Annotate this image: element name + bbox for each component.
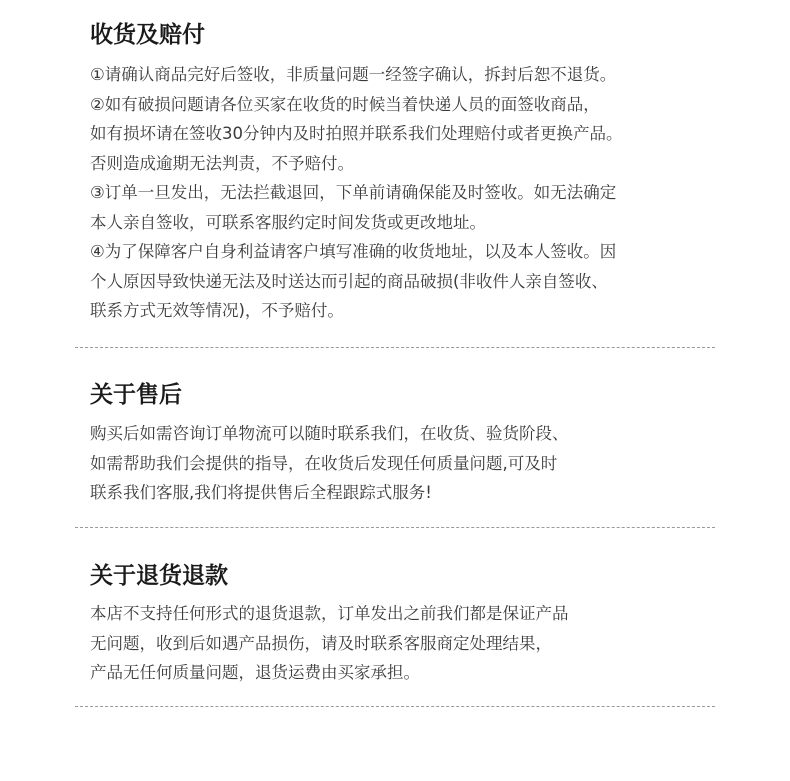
text-line: 如有损坏请在签收30分钟内及时拍照并联系我们处理赔付或者更换产品。 [90, 124, 623, 143]
section-body-receipt-compensation [90, 60, 623, 326]
text-line: ①请确认商品完好后签收，非质量问题一经签字确认，拆封后恕不退货。 [90, 65, 617, 84]
text-line: ③订单一旦发出，无法拦截退回，下单前请确保能及时签收。如无法确定 [90, 183, 617, 202]
text-line: ②如有破损问题请各位买家在收货的时候当着快递人员的面签收商品， [90, 94, 600, 114]
section-title-returns-refunds: 关于退货退款 [90, 563, 228, 589]
section-title-receipt-compensation: 收货及赔付 [90, 22, 205, 48]
text-line: 产品无任何质量问题，退货运费由买家承担。 [90, 663, 420, 682]
section-body-after-sales [90, 419, 569, 508]
text-line: 联系我们客服,我们将提供售后全程跟踪式服务! [90, 483, 432, 502]
section-title-after-sales: 关于售后 [90, 382, 182, 408]
section-divider [75, 527, 715, 528]
text-line: 本店不支持任何形式的退货退款，订单发出之前我们都是保证产品 [90, 604, 569, 623]
text-line: 否则造成逾期无法判责，不予赔付。 [90, 153, 354, 173]
section-divider [75, 706, 715, 707]
text-line: 本人亲自签收，可联系客服约定时间发货或更改地址。 [90, 212, 486, 232]
text-line: 个人原因导致快递无法及时送达而引起的商品破损(非收件人亲自签收、 [90, 271, 608, 291]
section-divider [75, 347, 715, 348]
text-line: 如需帮助我们会提供的指导，在收货后发现任何质量问题,可及时 [90, 453, 558, 473]
section-body-returns-refunds [90, 599, 569, 688]
text-line: 联系方式无效等情况)，不予赔付。 [90, 301, 344, 320]
text-line: ④为了保障客户自身利益请客户填写准确的收货地址，以及本人签收。因 [90, 242, 617, 261]
text-line: 购买后如需咨询订单物流可以随时联系我们，在收货、验货阶段、 [90, 424, 569, 443]
text-line: 无问题，收到后如遇产品损伤，请及时联系客服商定处理结果， [90, 633, 552, 653]
